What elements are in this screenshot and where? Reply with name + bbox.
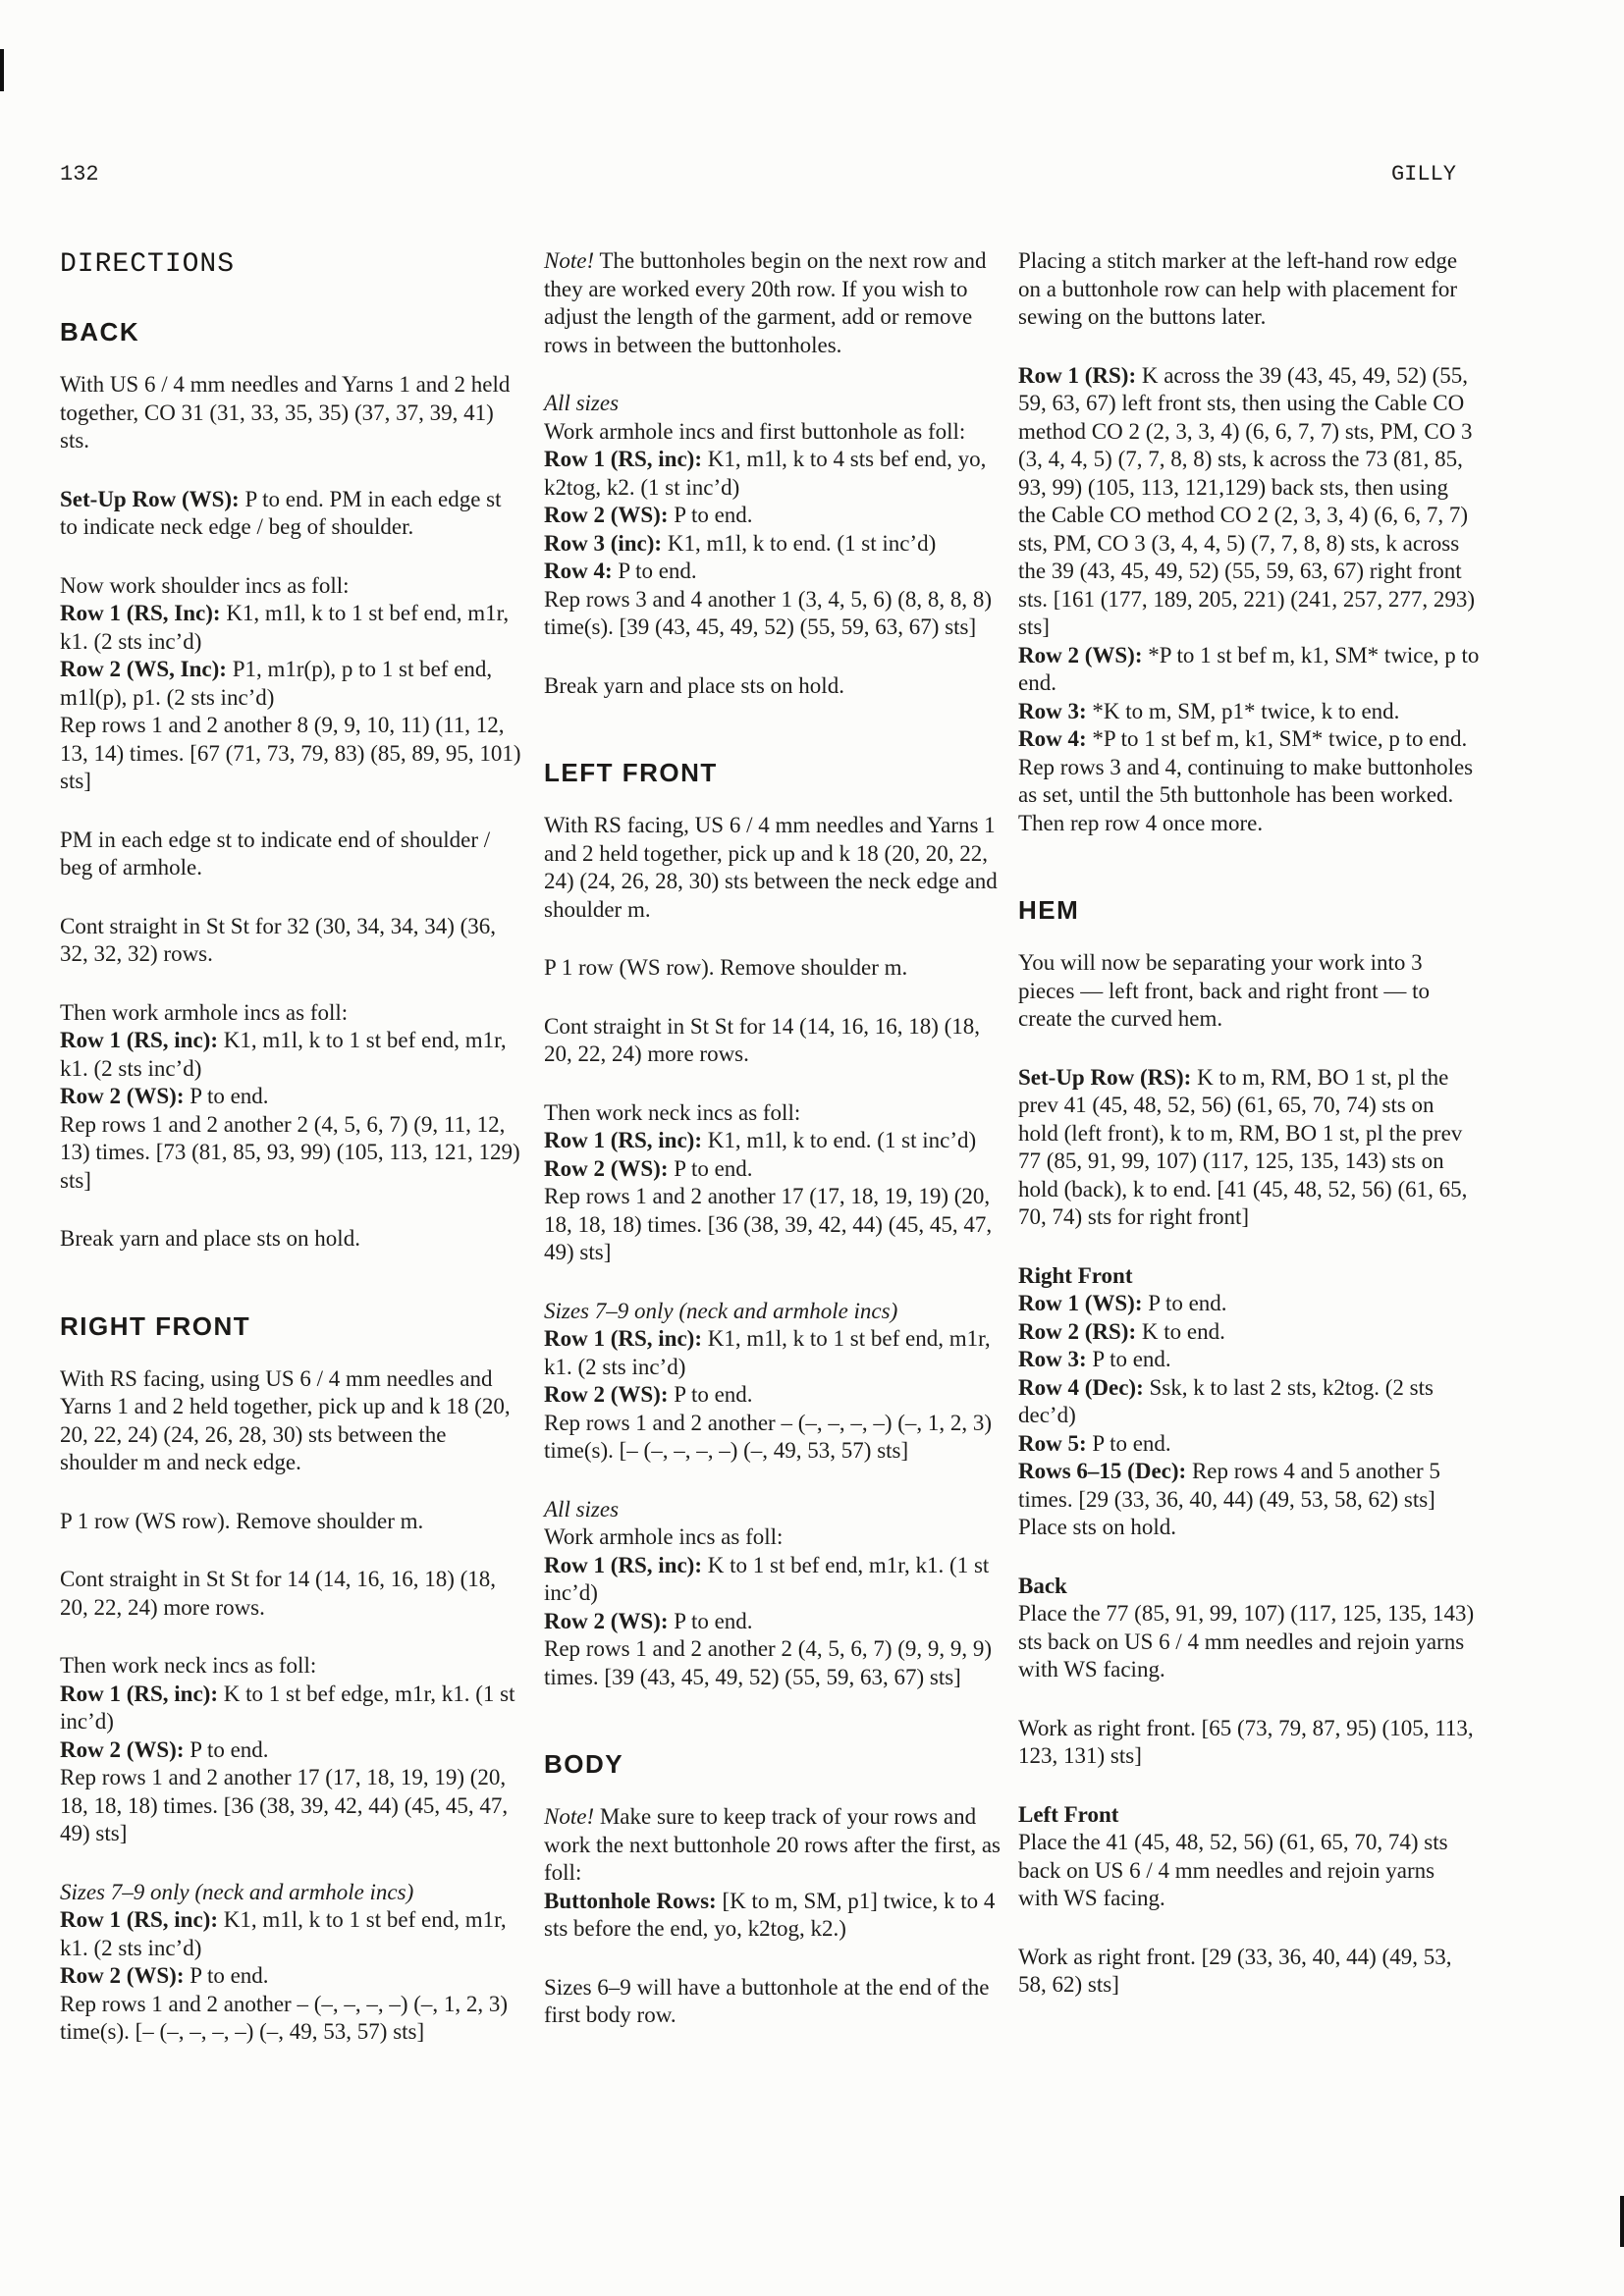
text-run: P to end. [668, 1608, 753, 1633]
text-line [1018, 754, 1480, 838]
text-run: Row 3 (inc): [544, 530, 663, 556]
text-run: Rows 6–15 (Dec): [1018, 1459, 1187, 1483]
section-heading-body: BODY [544, 1749, 624, 1779]
paragraph [60, 572, 521, 796]
text-run: K1, m1l, k to 1 st bef end, m1r, k1. (2 sts inc’d) [544, 1326, 991, 1379]
text-line [60, 1962, 521, 1991]
paragraph [544, 1974, 1005, 2030]
text-line [60, 600, 521, 656]
paragraph [1018, 1715, 1480, 1771]
text-run: P to end. [612, 559, 697, 583]
text-run: Ssk, k to last 2 sts, k2tog. (2 sts dec’d) [1018, 1374, 1434, 1427]
text-line [1018, 1573, 1480, 1601]
running-title: GILLY [1390, 162, 1456, 187]
text-run: Row 1 (RS, inc): [544, 447, 702, 471]
text-line [544, 1013, 1005, 1069]
paragraph [60, 1508, 521, 1536]
text-run: K across the 39 (43, 45, 49, 52) (55, 59, 63, 67) left front sts, then using the Cable CO method CO 2 (2, 3, 3, 4) (6, 6, 7, 7) sts, PM, CO 3 (3, 4, 4, 5) (7, 7, 8, 8) sts, k across the 73 (81, 85, 93, 99) (105, 113, 121,129) back sts, then using the Cable CO method CO 2 (2, 3, 3, 4) (6, 6, 7, 7) sts, PM, CO 3 (3, 4, 4, 5) (7, 7, 8, 8) sts, k across the 39 (43, 45, 49, 52) (55, 59, 63, 67) right front sts. [161 (177, 189, 205, 221) (241, 257, 277, 293) sts] [1018, 362, 1476, 639]
text-run: All sizes [544, 1496, 620, 1522]
text-run: With US 6 / 4 mm needles and Yarns 1 and 2 held together, CO 31 (31, 33, 35, 35) (37, 37, 39, 41) sts. [60, 372, 511, 453]
paragraph [544, 1496, 1005, 1692]
crop-mark-left [0, 49, 4, 91]
text-run: Row 2 (WS): [544, 1155, 669, 1181]
text-run: K to 1 st bef end, m1r, k1. (1 st inc’d) [544, 1552, 990, 1605]
text-line [544, 1099, 1005, 1128]
text-run: Row 2 (WS): [544, 1608, 669, 1633]
text-run: P to end. [1142, 1291, 1227, 1315]
text-run: P to end. [668, 503, 753, 527]
text-run: *P to 1 st bef m, k1, SM* twice, p to end. [1086, 726, 1468, 751]
text-line [60, 486, 521, 542]
paragraph [1018, 1573, 1480, 1684]
text-run: Now work shoulder incs as foll: [60, 572, 350, 598]
text-run: Row 2 (WS): [60, 1963, 185, 1988]
text-line [544, 1635, 1005, 1691]
text-line [60, 1736, 521, 1765]
paragraph [60, 913, 521, 969]
text-line [1018, 247, 1480, 332]
text-run: Row 2 (RS): [1018, 1318, 1137, 1344]
text-run: Row 3: [1018, 698, 1087, 723]
text-line [544, 1127, 1005, 1155]
text-run: Row 3: [1018, 1347, 1087, 1371]
text-line [60, 1508, 521, 1536]
text-run: Work armhole incs as foll: [544, 1524, 784, 1549]
text-run: Rep rows 1 and 2 another 17 (17, 18, 19, 19) (20, 18, 18, 18) times. [36 (38, 39, 42, 44) (45, 45, 47, 49) sts] [60, 1765, 509, 1845]
text-run: Then work armhole incs as foll: [60, 999, 349, 1025]
text-line [60, 572, 521, 601]
text-line [1018, 1318, 1480, 1347]
paragraph [60, 486, 521, 542]
paragraph [1018, 1944, 1480, 2000]
text-run: Work as right front. [29 (33, 36, 40, 44) (49, 53, 58, 62) sts] [1018, 1944, 1452, 1997]
text-line [1018, 1430, 1480, 1459]
text-line [544, 1155, 1005, 1184]
text-run: Row 1 (RS, inc): [544, 1128, 702, 1152]
text-run: Row 1 (RS, inc): [60, 1907, 218, 1932]
text-line [60, 999, 521, 1028]
text-line [544, 812, 1005, 924]
paragraph [544, 1298, 1005, 1466]
text-run: P to end. [668, 1155, 753, 1181]
text-line [60, 1991, 521, 2047]
text-run: K1, m1l, k to 1 st bef end, m1r, k1. (2 sts inc’d) [60, 1028, 507, 1081]
text-run: P to end. [184, 1963, 269, 1988]
paragraph [60, 371, 521, 455]
text-line [544, 390, 1005, 418]
paragraph [544, 390, 1005, 642]
paragraph [544, 247, 1005, 359]
text-run: Row 2 (WS): [60, 1736, 185, 1762]
text-run: Row 1 (RS, inc): [544, 1326, 702, 1351]
text-run: P to end. [668, 1382, 753, 1407]
paragraph [60, 1566, 521, 1622]
text-line [1018, 1374, 1480, 1430]
text-run: P to end. [184, 1084, 269, 1108]
text-run: Rep rows 1 and 2 another 2 (4, 5, 6, 7) (9, 9, 9, 9) times. [39 (43, 45, 49, 52) (55, 59, 63, 67) sts] [544, 1636, 993, 1689]
text-line [544, 1496, 1005, 1524]
text-run: Placing a stitch marker at the left-hand row edge on a buttonhole row can help with placement for sewing on the buttons later. [1018, 248, 1458, 329]
paragraph [544, 1099, 1005, 1267]
text-run: Cont straight in St St for 14 (14, 16, 16, 18) (18, 20, 22, 24) more rows. [544, 1013, 981, 1066]
text-run: Right Front [1018, 1262, 1133, 1288]
text-run: P to end. [1086, 1430, 1171, 1456]
text-run: Row 5: [1018, 1430, 1087, 1456]
text-run: Then work neck incs as foll: [544, 1099, 801, 1125]
text-run: Row 1 (RS, inc): [544, 1552, 702, 1577]
text-line [544, 530, 1005, 559]
text-run: P to end. PM in each edge st to indicate neck edge / beg of shoulder. [60, 486, 502, 539]
paragraph [1018, 247, 1480, 332]
page-number: 132 [60, 162, 99, 187]
section-heading-back: BACK [60, 317, 140, 347]
text-run: Rep rows 1 and 2 another 17 (17, 18, 19, 19) (20, 18, 18, 18) times. [36 (38, 39, 42, 44) (45, 45, 47, 49) sts] [544, 1184, 993, 1264]
text-run: All sizes [544, 391, 620, 415]
text-line [60, 656, 521, 712]
text-run: Sizes 7–9 only (neck and armhole incs) [544, 1298, 898, 1323]
text-run: Row 2 (WS, Inc): [60, 657, 227, 681]
text-line [60, 371, 521, 455]
text-run: Row 2 (WS): [1018, 642, 1143, 667]
section-heading-right-front: RIGHT FRONT [60, 1310, 251, 1341]
paragraph [544, 672, 1005, 701]
text-line [544, 672, 1005, 701]
text-run: Note! [544, 248, 595, 273]
paragraph [1018, 1801, 1480, 1913]
text-line [544, 1298, 1005, 1326]
text-line [1018, 642, 1480, 698]
paragraph [60, 827, 521, 882]
text-line [544, 558, 1005, 586]
paragraph [60, 1225, 521, 1254]
text-line [1018, 1064, 1480, 1232]
text-run: P to end. [184, 1736, 269, 1762]
crop-mark-right [1620, 2196, 1624, 2247]
column-1 [60, 247, 521, 2047]
text-run: K to end. [1136, 1318, 1225, 1344]
text-line [1018, 1944, 1480, 2000]
text-line [60, 1111, 521, 1196]
text-run: Row 1 (WS): [1018, 1291, 1143, 1315]
text-run: P1, m1r(p), p to 1 st bef end, m1l(p), p1. (2 sts inc’d) [60, 657, 493, 710]
text-line [60, 1764, 521, 1848]
text-run: K1, m1l, k to 1 st bef end, m1r, k1. (2 sts inc’d) [60, 601, 510, 654]
text-line [1018, 1801, 1480, 1830]
text-run: Break yarn and place sts on hold. [60, 1226, 360, 1251]
paragraph [1018, 1064, 1480, 1232]
text-run: You will now be separating your work into 3 pieces — left front, back and right front — to create the curved hem. [1018, 950, 1430, 1031]
text-line [544, 446, 1005, 502]
text-line [1018, 362, 1480, 642]
text-run: Work as right front. [65 (73, 79, 87, 95) (105, 113, 123, 131) sts] [1018, 1715, 1474, 1768]
text-run: Row 1 (RS): [1018, 362, 1137, 388]
text-line [60, 1879, 521, 1907]
paragraph [60, 1879, 521, 2047]
text-run: Rep rows 4 and 5 another 5 times. [29 (33, 36, 40, 44) (49, 53, 58, 62) sts] [1018, 1459, 1440, 1512]
text-run: PM in each edge st to indicate end of shoulder / beg of armhole. [60, 827, 491, 880]
paragraph [1018, 949, 1480, 1034]
text-line [1018, 1514, 1480, 1542]
text-line [60, 1566, 521, 1622]
directions-title: DIRECTIONS [60, 249, 236, 280]
text-line [60, 913, 521, 969]
text-run: Buttonhole Rows: [544, 1888, 717, 1913]
text-line [60, 1027, 521, 1083]
text-run: Note! [544, 1804, 595, 1829]
text-line [544, 1183, 1005, 1267]
text-run: Row 1 (RS, inc): [60, 1028, 218, 1052]
text-run: Place sts on hold. [1018, 1515, 1176, 1539]
text-run: Place the 77 (85, 91, 99, 107) (117, 125, 135, 143) sts back on US 6 / 4 mm needles and rejoin yarns with WS facing. [1018, 1601, 1475, 1682]
paragraph [544, 954, 1005, 983]
text-run: [K to m, SM, p1] twice, k to 4 sts before the end, yo, k2tog, k2.) [544, 1888, 996, 1941]
text-run: Back [1018, 1573, 1067, 1598]
text-line [1018, 949, 1480, 1034]
text-run: Row 1 (RS, Inc): [60, 601, 221, 625]
text-run: Row 4: [1018, 726, 1087, 751]
text-line [544, 418, 1005, 447]
text-line [544, 1523, 1005, 1552]
text-line [544, 1803, 1005, 1888]
text-line [1018, 1346, 1480, 1374]
text-run: With RS facing, US 6 / 4 mm needles and Yarns 1 and 2 held together, pick up and k 18 (20, 20, 22, 24) (24, 26, 28, 30) sts between the neck edge and shoulder m. [544, 813, 998, 922]
text-line [1018, 1290, 1480, 1318]
text-line [1018, 1715, 1480, 1771]
text-run: Row 2 (WS): [60, 1084, 185, 1108]
text-run: Rep rows 1 and 2 another – (–, –, –, –) (–, 1, 2, 3) time(s). [– (–, –, –, –) (–, 49, 53, 57) sts] [544, 1410, 993, 1463]
text-line [544, 1552, 1005, 1608]
text-line [60, 1083, 521, 1111]
text-run: Row 4 (Dec): [1018, 1374, 1144, 1400]
text-run: *K to m, SM, p1* twice, k to end. [1086, 698, 1400, 723]
text-line [544, 247, 1005, 359]
text-run: Rep rows 1 and 2 another 2 (4, 5, 6, 7) (9, 11, 12, 13) times. [73 (81, 85, 93, 99) (105, 113, 121, 129) sts] [60, 1111, 520, 1193]
text-run: P 1 row (WS row). Remove shoulder m. [544, 955, 908, 980]
paragraph [60, 1652, 521, 1848]
section-heading-hem: HEM [1018, 895, 1080, 925]
text-run: Rep rows 1 and 2 another – (–, –, –, –) (–, 1, 2, 3) time(s). [– (–, –, –, –) (–, 49, 53, 57) sts] [60, 1991, 509, 2044]
text-run: Sizes 6–9 will have a buttonhole at the end of the first body row. [544, 1974, 990, 2027]
text-run: *P to 1 st bef m, k1, SM* twice, p to end. [1018, 642, 1480, 695]
text-run: Rep rows 1 and 2 another 8 (9, 9, 10, 11) (11, 12, 13, 14) times. [67 (71, 73, 79, 83) (85, 89, 95, 101) sts] [60, 713, 521, 793]
text-run: Row 2 (WS): [544, 503, 669, 527]
paragraph [1018, 1262, 1480, 1542]
text-line [1018, 1829, 1480, 1913]
text-run: K to m, RM, BO 1 st, pl the prev 41 (45, 48, 52, 56) (61, 65, 70, 74) sts on hold (left front), k to m, RM, BO 1 st, pl the prev 77 (85, 91, 99, 107) (117, 125, 135, 143) sts on hold (back), k to end. [41 (45, 48, 52, 56) (61, 65, 70, 74) sts for right front] [1018, 1064, 1468, 1229]
text-line [544, 1410, 1005, 1466]
text-line [60, 1906, 521, 1962]
text-run: Left Front [1018, 1801, 1119, 1827]
text-run: Break yarn and place sts on hold. [544, 672, 844, 698]
paragraph [60, 1365, 521, 1477]
text-line [1018, 1458, 1480, 1514]
text-line [544, 954, 1005, 983]
column-3 [1018, 247, 1480, 2000]
text-run: Sizes 7–9 only (neck and armhole incs) [60, 1879, 414, 1904]
text-line [544, 1325, 1005, 1381]
text-run: Rep rows 3 and 4, continuing to make buttonholes as set, until the 5th buttonhole has been worked. Then rep row 4 once more. [1018, 754, 1474, 835]
text-line [1018, 725, 1480, 754]
text-line [1018, 698, 1480, 726]
text-run: K1, m1l, k to 1 st bef end, m1r, k1. (2 sts inc’d) [60, 1907, 507, 1960]
text-line [60, 1225, 521, 1254]
text-line [60, 1652, 521, 1681]
section-heading-left-front: LEFT FRONT [544, 758, 718, 787]
text-line [544, 1381, 1005, 1410]
text-line [1018, 1600, 1480, 1684]
text-line [60, 827, 521, 882]
text-run: The buttonholes begin on the next row and they are worked every 20th row. If you wish to adjust the length of the garment, add or remove rows in between the buttonholes. [544, 248, 987, 357]
paragraph [60, 999, 521, 1196]
text-run: Row 4: [544, 559, 613, 583]
text-run: K1, m1l, k to end. (1 st inc’d) [702, 1128, 977, 1152]
text-line [544, 1888, 1005, 1944]
text-run: Cont straight in St St for 14 (14, 16, 16, 18) (18, 20, 22, 24) more rows. [60, 1567, 497, 1620]
text-line [60, 1365, 521, 1477]
text-run: Set-Up Row (WS): [60, 486, 240, 511]
text-run: P 1 row (WS row). Remove shoulder m. [60, 1508, 424, 1533]
paragraph [544, 812, 1005, 924]
text-line [60, 712, 521, 796]
text-run: K1, m1l, k to end. (1 st inc’d) [662, 530, 937, 556]
text-line [1018, 1262, 1480, 1291]
text-line [544, 1974, 1005, 2030]
text-run: K to 1 st bef edge, m1r, k1. (1 st inc’d) [60, 1681, 515, 1734]
text-run: Cont straight in St St for 32 (30, 34, 34, 34) (36, 32, 32, 32) rows. [60, 913, 497, 966]
text-line [544, 502, 1005, 530]
text-line [544, 586, 1005, 642]
text-run: Rep rows 3 and 4 another 1 (3, 4, 5, 6) (8, 8, 8, 8) time(s). [39 (43, 45, 49, 52) (55, 59, 63, 67) sts] [544, 586, 993, 639]
paragraph [544, 1013, 1005, 1069]
text-run: K1, m1l, k to 4 sts bef end, yo, k2tog, k2. (1 st inc’d) [544, 447, 987, 500]
text-run: Then work neck incs as foll: [60, 1653, 317, 1678]
text-run: Row 2 (WS): [544, 1382, 669, 1407]
text-run: P to end. [1086, 1347, 1171, 1371]
paragraph [1018, 362, 1480, 838]
text-run: Make sure to keep track of your rows and work the next buttonhole 20 rows after the first, as foll: [544, 1804, 1001, 1885]
text-run: Work armhole incs and first buttonhole as foll: [544, 418, 966, 444]
text-run: With RS facing, using US 6 / 4 mm needles and Yarns 1 and 2 held together, pick up and k 18 (20, 20, 22, 24) (24, 26, 28, 30) sts between the shoulder m and neck edge. [60, 1365, 511, 1474]
text-run: Set-Up Row (RS): [1018, 1064, 1192, 1090]
text-line [60, 1681, 521, 1736]
paragraph [544, 1803, 1005, 1944]
text-line [544, 1608, 1005, 1636]
text-run: Place the 41 (45, 48, 52, 56) (61, 65, 70, 74) sts back on US 6 / 4 mm needles and rejoin yarns with WS facing. [1018, 1830, 1448, 1910]
text-run: Row 1 (RS, inc): [60, 1681, 218, 1706]
column-2 [544, 247, 1005, 2030]
